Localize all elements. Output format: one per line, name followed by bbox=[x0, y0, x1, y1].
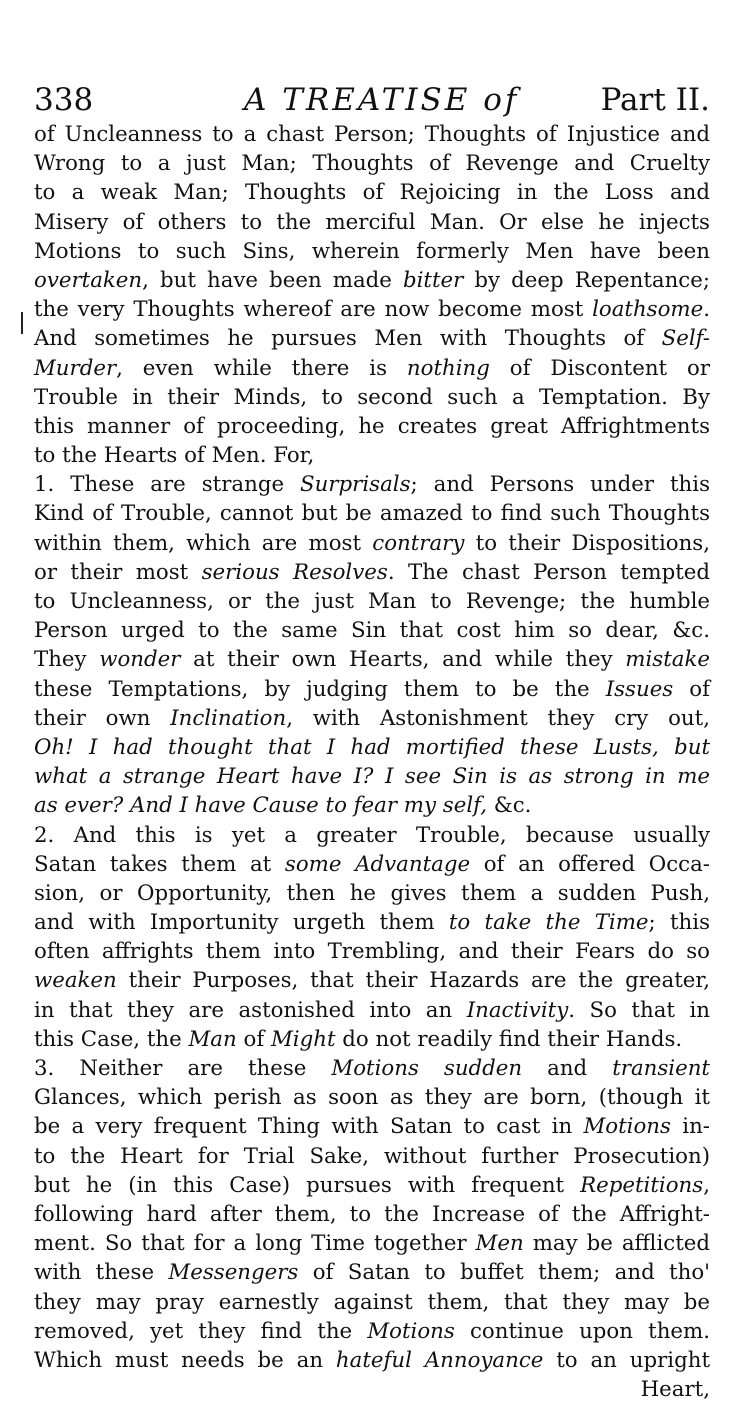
italic-text: Repetitions bbox=[580, 1172, 704, 1198]
italic-text: Inactivity bbox=[466, 997, 569, 1023]
text-line bbox=[34, 1258, 710, 1287]
text-run: of Uncleanness to a chast Person; Thoughts of Injustice and bbox=[34, 122, 710, 147]
text-run: sion, or Opportunity, then he gives them a sudden Push, bbox=[34, 880, 710, 906]
text-line bbox=[34, 937, 710, 966]
italic-text: wonder bbox=[99, 647, 181, 673]
italic-text: nothing bbox=[406, 355, 490, 381]
italic-text: Self- bbox=[661, 326, 710, 352]
text-run: to the Heart for Trial Sake, without further Prosecution) bbox=[34, 1143, 710, 1169]
text-line bbox=[34, 266, 710, 295]
text-line bbox=[34, 295, 710, 324]
text-run: but he (in this Case) pursues with frequent bbox=[34, 1172, 581, 1198]
text-run: to an upright bbox=[543, 1347, 710, 1373]
text-run: and with Importunity urgeth them bbox=[34, 910, 449, 936]
italic-text: some Advantage bbox=[284, 851, 471, 877]
text-line bbox=[34, 470, 710, 499]
text-run: to Uncleanness, or the just Man to Revenge; the humble bbox=[34, 589, 710, 614]
italic-text: weaken bbox=[34, 968, 117, 994]
text-run: following hard after them, to the Increase of the Affright- bbox=[34, 1201, 710, 1227]
italic-text: Issues bbox=[605, 676, 674, 702]
italic-text: serious Resolves bbox=[201, 559, 388, 585]
text-run: 2. And this is yet a greater Trouble, because usually bbox=[34, 822, 710, 848]
italic-text: mistake bbox=[625, 647, 710, 673]
text-run: Wrong to a just Man; Thoughts of Revenge and Cruelty bbox=[34, 151, 710, 177]
text-line bbox=[34, 791, 710, 820]
text-line bbox=[34, 1200, 710, 1229]
italic-text: to take the Time bbox=[448, 910, 649, 936]
page-number: 338 bbox=[34, 82, 94, 118]
text-run: to the Hearts of Men. For, bbox=[34, 443, 315, 469]
text-line bbox=[34, 1142, 710, 1171]
text-line bbox=[34, 120, 710, 149]
italic-text: hateful Annoyance bbox=[335, 1347, 544, 1373]
italic-text: Motions bbox=[367, 1318, 455, 1344]
text-line bbox=[34, 178, 710, 207]
text-run: They bbox=[34, 647, 100, 673]
text-run: . bbox=[703, 297, 710, 323]
text-run: within them, which are most bbox=[34, 530, 373, 556]
text-line bbox=[34, 821, 710, 850]
text-run: to a weak Man; Thoughts of Rejoicing in the Loss and bbox=[34, 180, 710, 206]
italic-text: Man bbox=[188, 1026, 237, 1052]
part-label: Part II. bbox=[600, 82, 710, 118]
text-line bbox=[34, 1317, 710, 1346]
text-run: they may pray earnestly against them, that they may be bbox=[34, 1289, 710, 1315]
italic-text: transient bbox=[612, 1056, 710, 1081]
text-line bbox=[34, 1171, 710, 1200]
margin-mark bbox=[21, 312, 23, 334]
text-run: these Temptations, by judging them to be the bbox=[34, 676, 606, 702]
text-run: do not readily find their Hands. bbox=[335, 1026, 683, 1052]
text-run: in- bbox=[670, 1114, 710, 1140]
text-line bbox=[34, 237, 710, 266]
text-run: may be afflicted bbox=[523, 1231, 710, 1257]
italic-text: Inclination bbox=[170, 705, 287, 731]
text-line bbox=[34, 1083, 710, 1112]
italic-text: overtaken bbox=[34, 267, 143, 293]
text-line bbox=[34, 499, 710, 528]
text-line bbox=[34, 616, 710, 645]
italic-text: Motions sudden bbox=[331, 1056, 523, 1081]
text-run: . So that in bbox=[568, 997, 710, 1023]
body-text bbox=[34, 120, 710, 1404]
text-run: Trouble in their Minds, to second such a Temptation. By bbox=[34, 384, 710, 410]
italic-text: bitter bbox=[402, 267, 464, 293]
italic-text: Might bbox=[270, 1026, 336, 1052]
text-run: &c. bbox=[487, 793, 532, 819]
italic-text: Motions bbox=[583, 1114, 671, 1140]
text-run: of Satan to buffet them; and tho' bbox=[298, 1260, 710, 1286]
text-run: their Purposes, that their Hazards are the greater, bbox=[116, 968, 710, 994]
text-run: by deep Repentance; bbox=[463, 267, 710, 293]
text-line bbox=[34, 441, 710, 470]
text-line bbox=[34, 966, 710, 995]
text-run: at their own Hearts, and while they bbox=[180, 647, 626, 673]
text-run: , with Astonishment they cry out, bbox=[286, 705, 710, 731]
text-run: ment. So that for a long Time together bbox=[34, 1231, 476, 1257]
text-run: ; and Persons under this bbox=[410, 472, 710, 498]
text-run: 3. Neither are these bbox=[34, 1056, 332, 1081]
text-run: 1. These are strange bbox=[34, 472, 301, 498]
text-run: Kind of Trouble, cannot but be amazed to find such Thoughts bbox=[34, 501, 710, 527]
text-line bbox=[34, 1025, 710, 1054]
text-line bbox=[34, 354, 710, 383]
running-title: A TREATISE of bbox=[244, 82, 520, 118]
text-line bbox=[34, 412, 710, 441]
text-line bbox=[34, 1288, 710, 1317]
text-line bbox=[34, 645, 710, 674]
text-run: of Discontent or bbox=[489, 355, 710, 381]
text-run: , but have been made bbox=[142, 267, 403, 293]
text-run: Which must needs be an bbox=[34, 1347, 336, 1373]
text-run: often affrights them into Trembling, and their Fears do so bbox=[34, 939, 710, 965]
text-line bbox=[34, 704, 710, 733]
text-run: or their most bbox=[34, 559, 202, 585]
italic-text: Oh! I had thought that I had mortified these Lusts, but bbox=[34, 734, 710, 760]
text-run: , even while there is bbox=[116, 355, 407, 381]
text-run: to their Dispositions, bbox=[464, 530, 710, 556]
text-run: of bbox=[236, 1026, 271, 1052]
italic-text: Men bbox=[475, 1231, 524, 1257]
text-line bbox=[34, 208, 710, 237]
text-line bbox=[34, 383, 710, 412]
text-line bbox=[34, 733, 710, 762]
text-line bbox=[34, 1229, 710, 1258]
text-line bbox=[34, 908, 710, 937]
italic-text: Surprisals bbox=[300, 472, 411, 498]
text-run: of bbox=[673, 676, 710, 702]
text-line bbox=[34, 675, 710, 704]
text-run: removed, yet they find the bbox=[34, 1318, 368, 1344]
text-run: ; this bbox=[648, 910, 710, 936]
text-line bbox=[34, 762, 710, 791]
text-line bbox=[34, 1375, 710, 1404]
text-run: Misery of others to the merciful Man. Or else he injects bbox=[34, 209, 710, 235]
text-run: , bbox=[703, 1172, 710, 1198]
text-run: of an offered Occa- bbox=[470, 851, 710, 877]
text-run: their own bbox=[34, 705, 171, 731]
text-line bbox=[34, 1054, 710, 1083]
text-run: continue upon them. bbox=[454, 1318, 710, 1344]
text-line bbox=[34, 149, 710, 178]
text-run: this manner of proceeding, he creates great Affrightments bbox=[34, 413, 710, 439]
italic-text: Murder bbox=[34, 355, 117, 381]
italic-text: contrary bbox=[372, 530, 465, 556]
text-run: Glances, which perish as soon as they are born, (though it bbox=[34, 1085, 710, 1111]
text-line bbox=[34, 879, 710, 908]
text-line bbox=[34, 529, 710, 558]
text-run: . The chast Person tempted bbox=[387, 559, 711, 585]
text-run: and bbox=[522, 1056, 613, 1081]
text-line bbox=[34, 1112, 710, 1141]
text-line bbox=[34, 587, 710, 616]
italic-text: as ever? And I have Cause to fear my self, bbox=[34, 793, 488, 819]
text-run: this Case, the bbox=[34, 1026, 189, 1052]
text-run: And sometimes he pursues Men with Thoughts of bbox=[34, 326, 662, 352]
text-line bbox=[34, 996, 710, 1025]
italic-text: loathsome bbox=[592, 297, 704, 323]
text-run: Heart, bbox=[640, 1377, 710, 1403]
text-run: the very Thoughts whereof are now become most bbox=[34, 297, 593, 323]
text-run: Satan takes them at bbox=[34, 851, 285, 877]
italic-text: Messengers bbox=[168, 1260, 299, 1286]
text-run: in that they are astonished into an bbox=[34, 997, 467, 1023]
text-line bbox=[34, 558, 710, 587]
running-header bbox=[34, 78, 710, 122]
text-run: Motions to such Sins, wherein formerly Men have been bbox=[34, 238, 710, 264]
text-run: Person urged to the same Sin that cost him so dear, &c. bbox=[34, 618, 710, 644]
text-run: with these bbox=[34, 1260, 169, 1286]
text-line bbox=[34, 1346, 710, 1375]
text-line bbox=[34, 850, 710, 879]
text-run: be a very frequent Thing with Satan to cast in bbox=[34, 1114, 584, 1140]
italic-text: what a strange Heart have I? I see Sin is as strong in me bbox=[34, 764, 710, 790]
text-line bbox=[34, 324, 710, 353]
